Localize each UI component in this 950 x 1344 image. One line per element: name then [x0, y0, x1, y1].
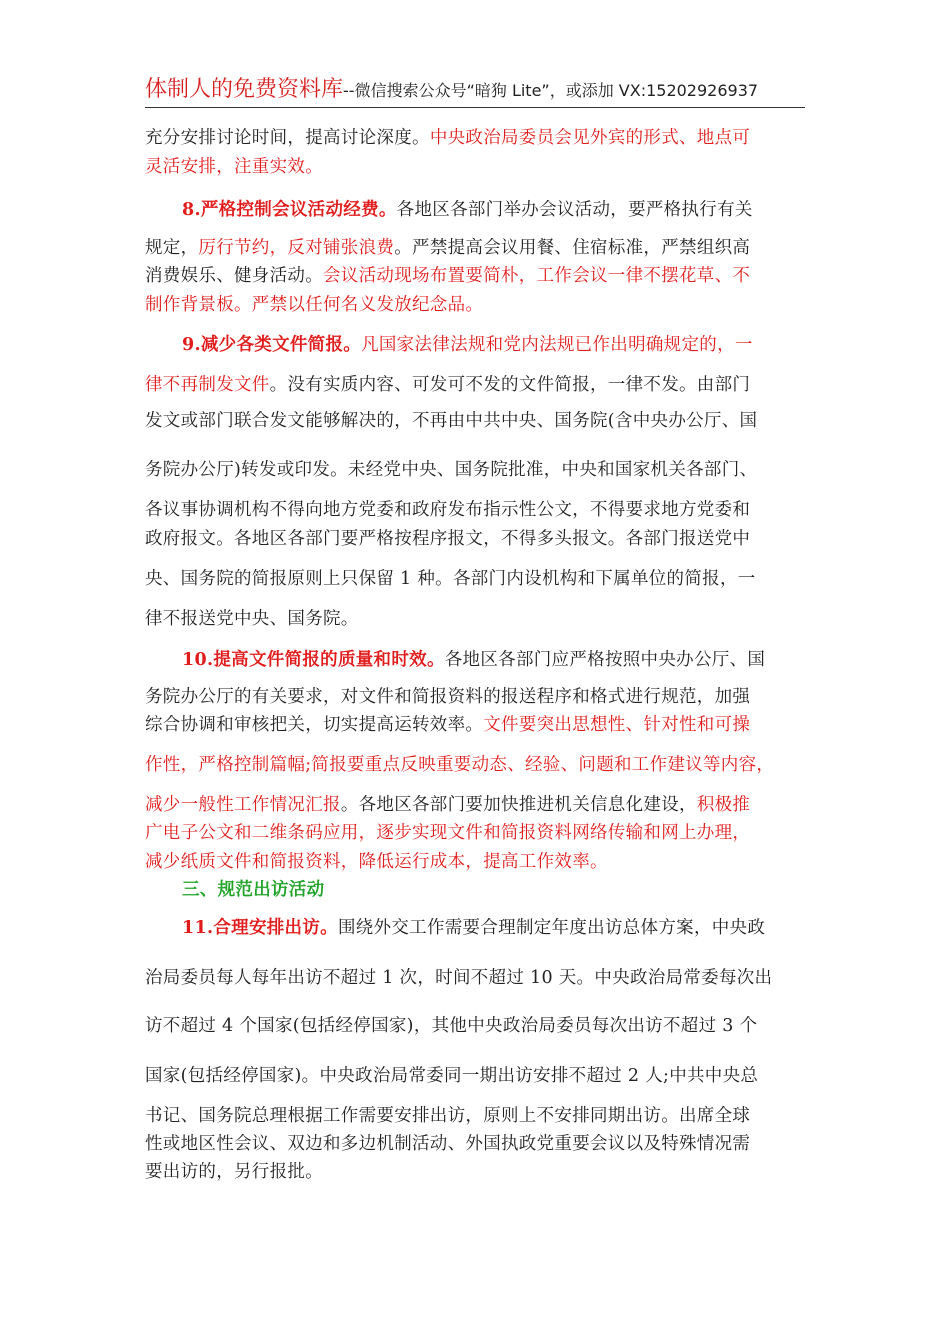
text-span: 灵活安排，注重实效。 [145, 157, 323, 177]
text-line [145, 527, 750, 551]
text-span: 发文或部门联合发文能够解决的，不再由中共中央、国务院(含中央办公厅、国 [145, 411, 758, 431]
text-line [145, 498, 750, 522]
text-span: 各地区各部门应严格按照中央办公厅、国 [444, 650, 766, 670]
page-header [145, 72, 805, 108]
section-heading: 8.严格控制会议活动经费。 [182, 200, 397, 220]
text-span: 要出访的，另行报批。 [145, 1162, 323, 1182]
text-line [145, 821, 750, 845]
text-line [182, 333, 753, 357]
text-span: 政府报文。各地区各部门要严格按程序报文，不得多头报文。各部门报送党中 [145, 529, 751, 549]
text-span: 务院办公厅的有关要求，对文件和简报资料的报送程序和格式进行规范，加强 [145, 687, 751, 707]
text-span: 治局委员每人每年出访不超过 1 次，时间不超过 10 天。中央政治局常委每次出 [145, 968, 773, 988]
text-span: 书记、国务院总理根据工作需要安排出访，原则上不安排同期出访。出席全球 [145, 1106, 751, 1126]
text-span: 综合协调和审核把关，切实提高运转效率。 [145, 715, 484, 735]
text-span: 各地区各部门举办会议活动，要严格执行有关 [396, 200, 753, 220]
text-line [182, 198, 753, 222]
text-span: 围绕外交工作需要合理制定年度出访总体方案，中央政 [337, 918, 766, 938]
section-heading: 10.提高文件简报的质量和时效。 [182, 650, 445, 670]
text-line [182, 878, 324, 902]
text-line [145, 1014, 757, 1038]
text-line [145, 264, 750, 288]
text-line [145, 126, 750, 150]
text-span: 充分安排讨论时间，提高讨论深度。 [145, 128, 430, 148]
text-span: 广电子公文和二维条码应用，逐步实现文件和简报资料网络传输和网上办理， [145, 823, 751, 843]
section-heading: 11.合理安排出访。 [182, 918, 338, 938]
text-line [145, 567, 756, 591]
text-line [145, 966, 772, 990]
text-line [145, 293, 483, 317]
text-span: 减少一般性工作情况汇报 [145, 795, 341, 815]
text-span: 消费娱乐、健身活动。 [145, 266, 323, 286]
text-line [182, 916, 765, 940]
text-line [145, 1160, 323, 1184]
text-line [145, 1064, 758, 1088]
text-line [145, 458, 757, 482]
text-span: 制作背景板。严禁以任何名义发放纪念品。 [145, 295, 484, 315]
text-span: 国家(包括经停国家)。中央政治局常委同一期出访安排不超过 2 人;中共中央总 [145, 1066, 759, 1086]
text-line [145, 1132, 750, 1156]
text-span: 央、国务院的简报原则上只保留 1 种。各部门内设机构和下属单位的简报，一 [145, 569, 756, 589]
text-line [145, 685, 750, 709]
text-span: 文件要突出思想性、针对性和可操 [483, 715, 751, 735]
text-span: 凡国家法律法规和党内法规已作出明确规定的，一 [361, 335, 753, 355]
text-line [145, 373, 750, 397]
text-span: 作性，严格控制篇幅;简报要重点反映重要动态、经验、问题和工作建议等内容， [145, 755, 775, 775]
text-span: 务院办公厅)转发或印发。未经党中央、国务院批准，中央和国家机关各部门、 [145, 460, 758, 480]
text-span: 。各地区各部门要加快推进机关信息化建设， [340, 795, 697, 815]
text-line [145, 1104, 750, 1128]
text-span: 访不超过 4 个国家(包括经停国家)，其他中央政治局委员每次出访不超过 3 个 [145, 1016, 758, 1036]
text-span: 减少纸质文件和简报资料，降低运行成本，提高工作效率。 [145, 852, 608, 872]
text-span: 会议活动现场布置要简朴，工作会议一律不摆花草、不 [323, 266, 751, 286]
text-line [145, 607, 359, 631]
text-span: 。严禁提高会议用餐、住宿标准，严禁组织高 [394, 238, 751, 258]
text-span: 积极推 [696, 795, 751, 815]
text-span: 中央政治局委员会见外宾的形式、地点可 [429, 128, 751, 148]
text-span: 性或地区性会议、双边和多边机制活动、外国执政党重要会议以及特殊情况需 [145, 1134, 751, 1154]
text-line [145, 713, 750, 737]
text-span: 规定， [145, 238, 199, 258]
text-line [145, 409, 757, 433]
text-line [182, 648, 765, 672]
text-line [145, 753, 774, 777]
section-heading: 9.减少各类文件简报。 [182, 335, 362, 355]
text-span: 厉行节约，反对铺张浪费 [198, 238, 395, 258]
text-line [145, 793, 750, 817]
text-span: 律不再制发文件 [145, 375, 270, 395]
text-line [145, 236, 750, 260]
text-span: 各议事协调机构不得向地方党委和政府发布指示性公文，不得要求地方党委和 [145, 500, 751, 520]
text-line [145, 850, 608, 874]
text-span: 律不报送党中央、国务院。 [145, 609, 359, 629]
header-subtitle: --微信搜索公众号“暗狗 Lite”，或添加 VX:15202926937 [343, 81, 759, 100]
header-brand: 体制人的免费资料库 [145, 77, 344, 102]
text-span: 。没有实质内容、可发可不发的文件简报，一律不发。由部门 [269, 375, 751, 395]
chapter-heading: 三、规范出访活动 [182, 880, 325, 900]
text-line [145, 155, 323, 179]
